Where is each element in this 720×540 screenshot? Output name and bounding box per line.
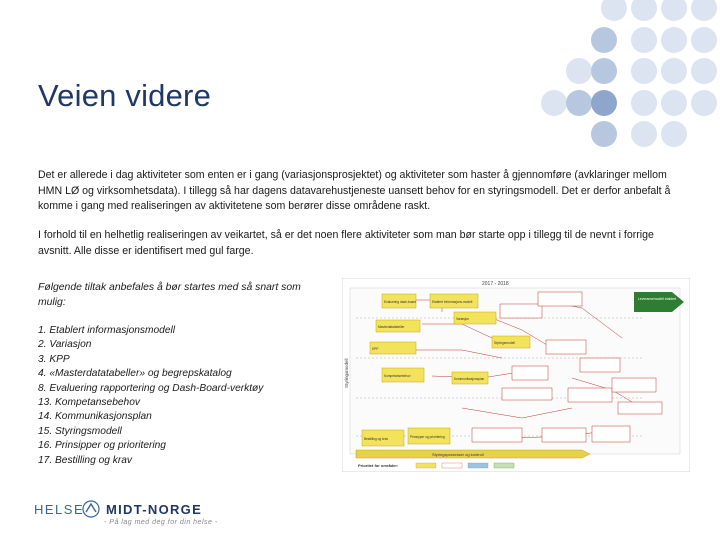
list-item: 1. Etablert informasjonsmodell <box>38 325 176 336</box>
roadmap-bottom-label: Styringsprosesser og kontroll <box>432 452 484 457</box>
slide-title: Veien videre <box>38 78 212 113</box>
roadmap-box-label: Prinsipper og prioritering <box>410 435 445 439</box>
roadmap-box-label: KPP <box>372 347 379 351</box>
roadmap-box-label: Styringsmodell <box>494 341 515 345</box>
roadmap-box-label: Masterdatatabeller <box>378 325 405 329</box>
list-item: 4. «Masterdatatabeller» og begrepskatalog <box>38 368 232 380</box>
list-item: 14. Kommunikasjonsplan <box>38 411 152 423</box>
roadmap-side-label: Styringsmodell <box>344 358 349 388</box>
roadmap-box-label: Kommunikasjonsplan <box>454 377 485 381</box>
roadmap-paragraph: I forhold til en helhetlig realiseringen av veikartet, så er det noen flere aktiviteter som man bør starte opp i tillegg til de nevnt i forrige avsnitt. Alle disse er identifisert med gul farge. <box>38 229 654 257</box>
roadmap-year: 2017 - 2018 <box>482 281 509 287</box>
recommendation-intro: Følgende tiltak anbefales å bør startes med så snart som mulig: <box>38 282 301 308</box>
list-item: 13. Kompetansebehov <box>38 397 140 409</box>
list-item: 3. KPP <box>38 353 70 365</box>
intro-paragraph: Det er allerede i dag aktiviteter som enten er i gang (variasjonsprosjektet) og aktiviteter som haster å gjennomføre (avklaringer mellom HMN LØ og virksomhetsdata). I tillegg så har dagens datavarehustjeneste uansett behov for en styringsmodell. Det er derfor anbefalt å komme i gang med realiseringen av aktivitetene som berører disse områdene raskt. <box>38 169 671 212</box>
roadmap-box-label: Bestilling og krav <box>364 437 389 441</box>
logo-slogan: - På lag med deg for din helse - <box>104 519 218 526</box>
list-item: 8. Evaluering rapportering og Dash-Board-verktøy <box>38 382 264 394</box>
roadmap-box-label: Kompetansebehov <box>384 374 411 378</box>
roadmap-box-label: Evaluering dash-board <box>384 300 417 304</box>
roadmap-box-label: Etablert informasjons-modell <box>432 300 473 304</box>
recommended-actions-list <box>38 324 263 468</box>
list-item: 16. Prinsipper og prioritering <box>38 440 166 452</box>
list-item: 15. Styringsmodell <box>38 425 122 437</box>
roadmap-box-label: Variasjon <box>456 317 470 321</box>
delivery-label: Leveransemodell etablert <box>638 297 677 301</box>
logo-midt-norge-text: MIDT-NORGE <box>106 502 203 517</box>
list-item: 17. Bestilling og krav <box>38 454 133 466</box>
logo-mark-icon <box>82 500 100 518</box>
roadmap-diagram <box>342 278 690 472</box>
list-item: 2. Variasjon <box>38 339 92 351</box>
roadmap-legend-title: Prioritet for områder: <box>358 463 399 468</box>
logo-helse-text: HELSE <box>34 502 85 517</box>
